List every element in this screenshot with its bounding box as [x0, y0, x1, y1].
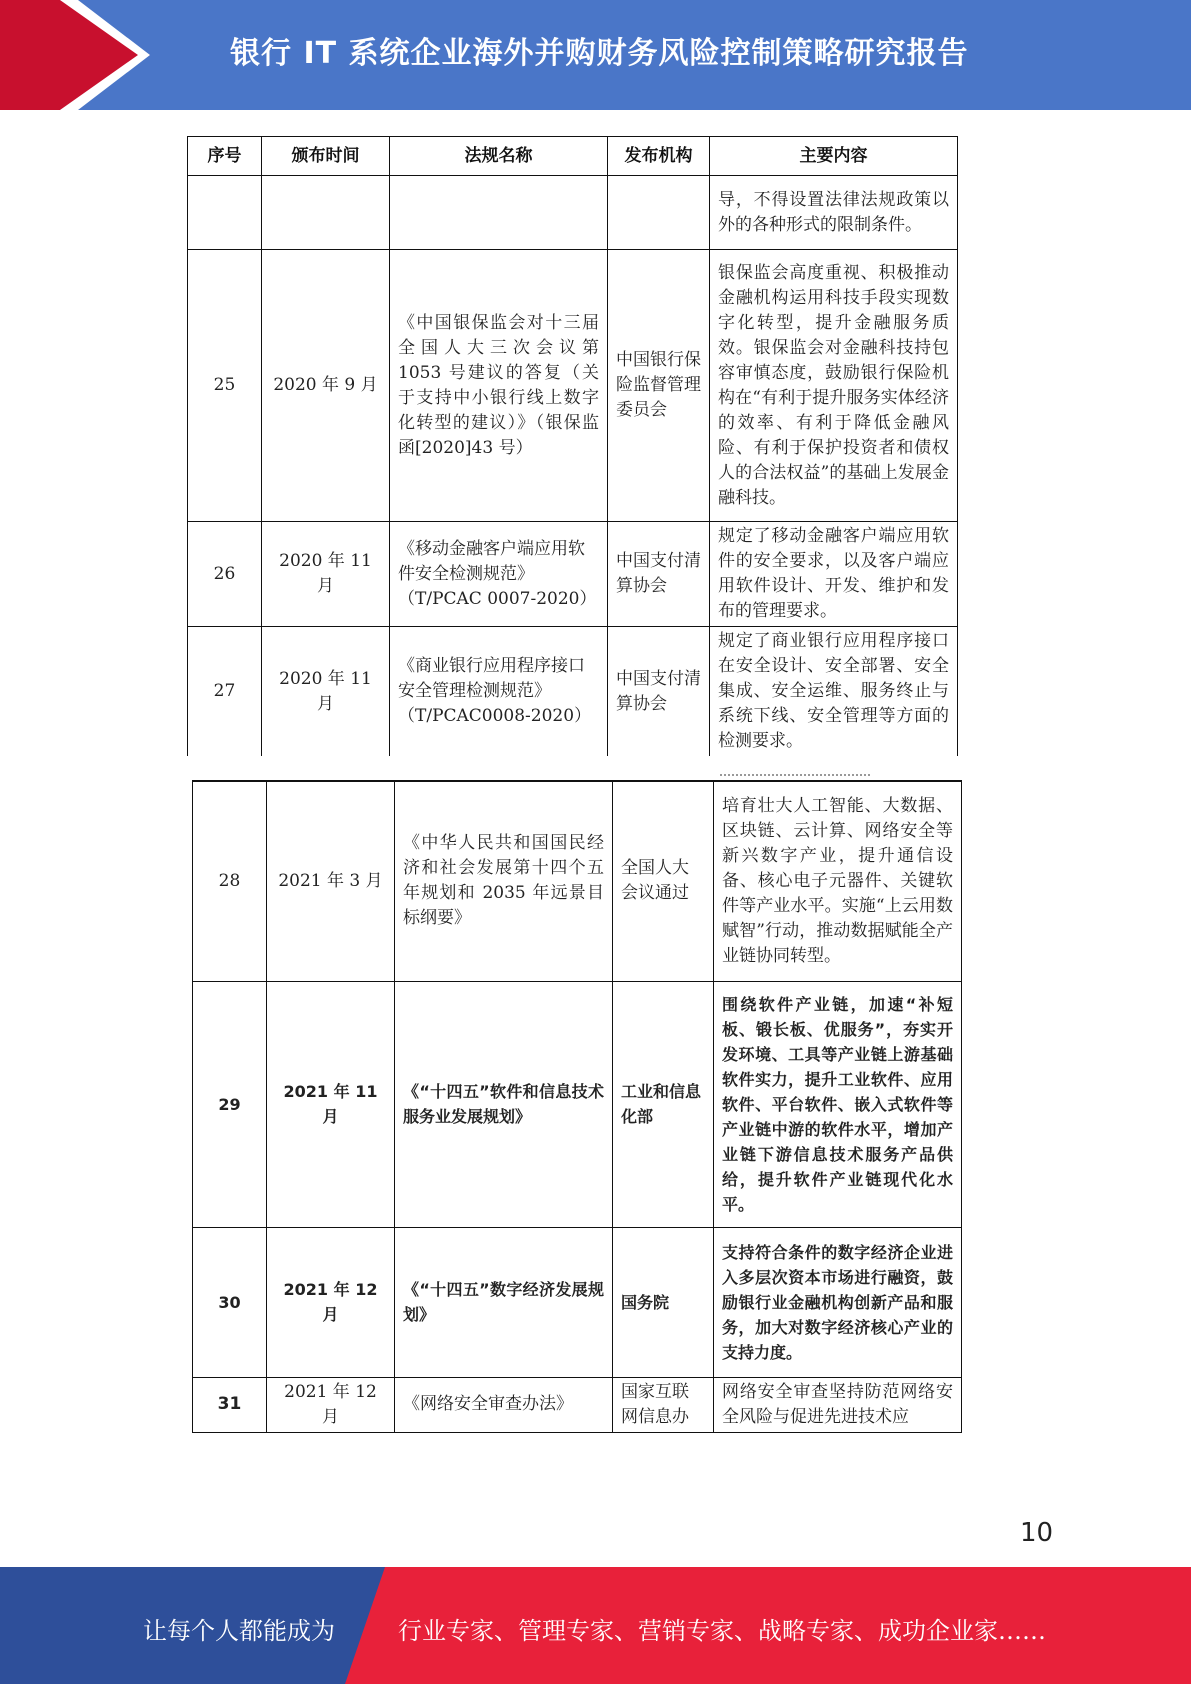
- row-name: 《“十四五”软件和信息技术服务业发展规划》: [395, 981, 613, 1227]
- row-content: 支持符合条件的数字经济企业进入多层次资本市场进行融资，鼓励银行业金融机构创新产品和服务，加大对数字经济核心产业的支持力度。: [714, 1227, 962, 1377]
- row-no: 30: [193, 1227, 267, 1377]
- row-org: 全国人大会议通过: [613, 781, 714, 981]
- row-content: 网络安全审查坚持防范网络安全风险与促进先进技术应: [714, 1377, 962, 1432]
- row-content: 银保监会高度重视、积极推动金融机构运用科技手段实现数字化转型，提升金融服务质效。银保监会对金融科技持包容审慎态度，鼓励银行保险机构在“有利于提升服务实体经济的效率、有利于降低金融风险、有利于保护投资者和债权人的合法权益”的基础上发展金融科技。: [710, 250, 958, 522]
- report-title: 银行 IT 系统企业海外并购财务风险控制策略研究报告: [230, 36, 969, 71]
- table-row: [188, 627, 958, 757]
- row-date: 2021 年 11 月: [267, 981, 395, 1227]
- footer-slogan-left: 让每个人都能成为: [143, 1617, 335, 1645]
- regulations-table-part1: [187, 136, 958, 756]
- row-name: 《移动金融客户端应用软件安全检测规范》（T/PCAC 0007-2020）: [390, 522, 608, 627]
- header-org: 发布机构: [608, 137, 710, 176]
- row-name: 《商业银行应用程序接口安全管理检测规范》（T/PCAC0008-2020）: [390, 627, 608, 757]
- header-date: 颁布时间: [262, 137, 390, 176]
- row-no: 25: [188, 250, 262, 522]
- row-org: 中国银行保险监督管理委员会: [608, 250, 710, 522]
- row-date: 2021 年 3 月: [267, 781, 395, 981]
- row-org: 工业和信息化部: [613, 981, 714, 1227]
- table-row: [193, 781, 962, 981]
- row-no: 29: [193, 981, 267, 1227]
- row-date: 2021 年 12 月: [267, 1377, 395, 1432]
- table-row: [193, 1227, 962, 1377]
- row-content: 规定了商业银行应用程序接口在安全设计、安全部署、安全集成、安全运维、服务终止与系统下线、安全管理等方面的检测要求。: [710, 627, 958, 757]
- footer-slogan-right: 行业专家、管理专家、营销专家、战略专家、成功企业家……: [398, 1617, 1046, 1645]
- row-name: 《中国银保监会对十三届全国人大三次会议第 1053 号建议的答复（关于支持中小银行线上数字化转型的建议）》（银保监函[2020]43 号）: [390, 250, 608, 522]
- row-no: 26: [188, 522, 262, 627]
- page-header: [0, 0, 1191, 110]
- row-name: 《“十四五”数字经济发展规划》: [395, 1227, 613, 1377]
- header-content: 主要内容: [710, 137, 958, 176]
- row-org: [608, 176, 710, 250]
- row-content: 导，不得设置法律法规政策以外的各种形式的限制条件。: [710, 176, 958, 250]
- table-row: [188, 522, 958, 627]
- row-name: 《网络安全审查办法》: [395, 1377, 613, 1432]
- row-name: 《中华人民共和国国民经济和社会发展第十四个五年规划和 2035 年远景目标纲要》: [395, 781, 613, 981]
- row-date: [262, 176, 390, 250]
- table-row: [188, 176, 958, 250]
- row-no: 31: [193, 1377, 267, 1432]
- row-org: 国家互联网信息办: [613, 1377, 714, 1432]
- row-content: 规定了移动金融客户端应用软件的安全要求，以及客户端应用软件设计、开发、维护和发布的管理要求。: [710, 522, 958, 627]
- table-row: [193, 1377, 962, 1432]
- header-chevron-icon: [0, 0, 150, 110]
- row-no: 28: [193, 781, 267, 981]
- row-org: 中国支付清算协会: [608, 522, 710, 627]
- row-date: 2020 年 11 月: [262, 522, 390, 627]
- row-org: 中国支付清算协会: [608, 627, 710, 757]
- row-content: 围绕软件产业链，加速“补短板、锻长板、优服务”，夯实开发环境、工具等产业链上游基础软件实力，提升工业软件、应用软件、平台软件、嵌入式软件等产业链中游的软件水平，增加产业链下游信息技术服务产品供给，提升软件产业链现代化水平。: [714, 981, 962, 1227]
- table-row: [193, 981, 962, 1227]
- header-no: 序号: [188, 137, 262, 176]
- page-number: 10: [1020, 1518, 1054, 1548]
- row-content: 培育壮大人工智能、大数据、区块链、云计算、网络安全等新兴数字产业，提升通信设备、核心电子元器件、关键软件等产业水平。实施“上云用数赋智”行动，推动数据赋能全产业链协同转型。: [714, 781, 962, 981]
- row-no: [188, 176, 262, 250]
- row-date: 2020 年 11 月: [262, 627, 390, 757]
- table-row: [188, 250, 958, 522]
- row-date: 2021 年 12 月: [267, 1227, 395, 1377]
- header-name: 法规名称: [390, 137, 608, 176]
- row-date: 2020 年 9 月: [262, 250, 390, 522]
- table-header-row: [188, 137, 958, 176]
- row-name: [390, 176, 608, 250]
- row-org: 国务院: [613, 1227, 714, 1377]
- regulations-table-part2: [192, 780, 962, 1433]
- row-no: 27: [188, 627, 262, 757]
- page-footer: [0, 1567, 1191, 1684]
